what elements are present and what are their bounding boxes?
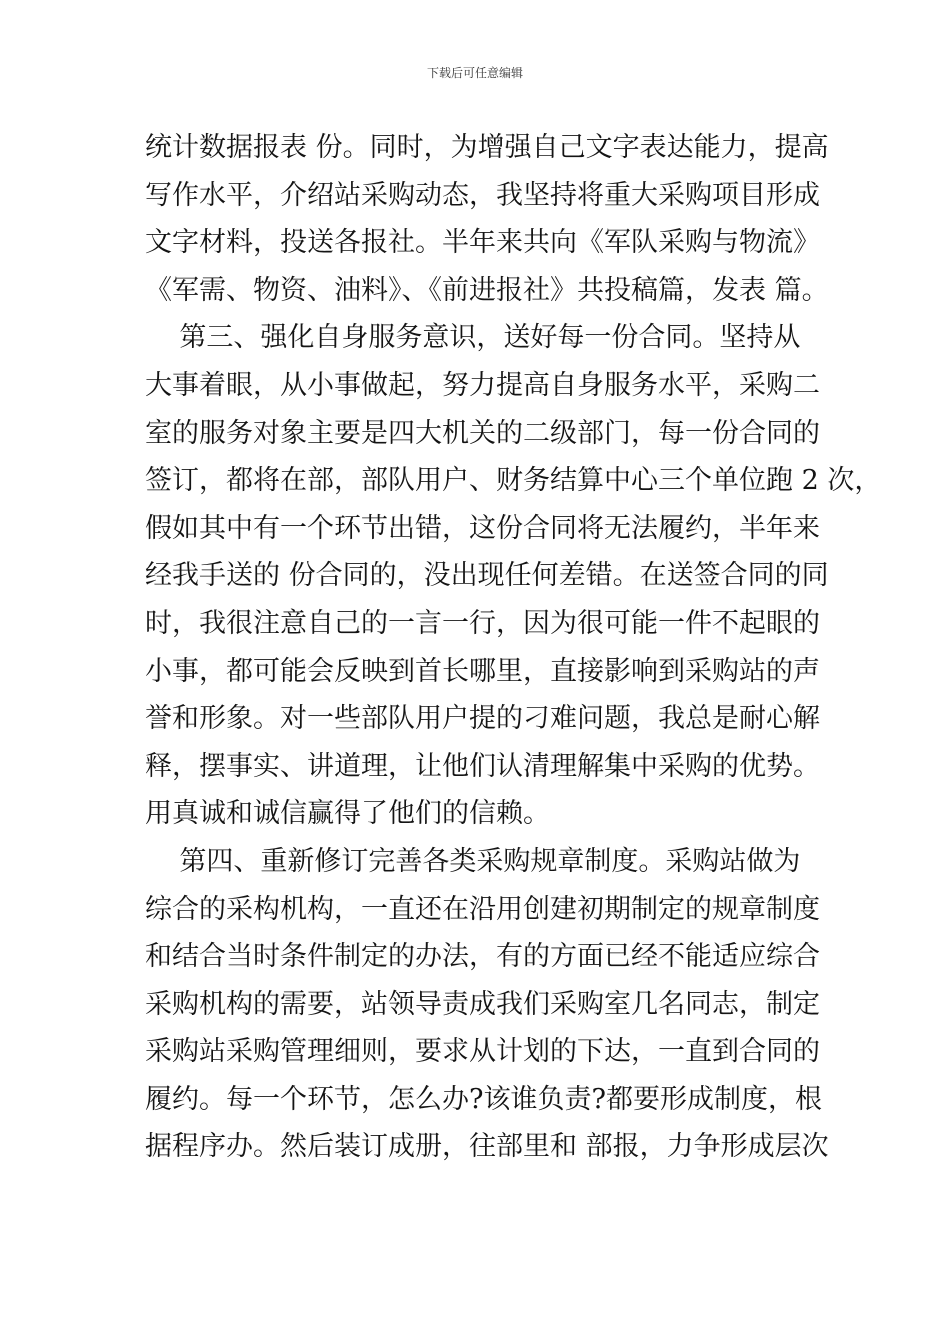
text-line: 誉和形象。对一些部队用户提的刁难问题，我总是耐心解 (145, 703, 820, 735)
text-line: 统计数据报表 份。同时，为增强自己文字表达能力，提高 (145, 132, 829, 163)
text-line: 履约。每一个环节，怎么办?该谁负责?都要形成制度，根 (145, 1083, 822, 1115)
text-line: 签订，都将在部，部队用户、财务结算中心三个单位跑 2 次， (145, 465, 882, 497)
text-line: 假如其中有一个环节出错，这份合同将无法履约，半年来 (145, 512, 820, 544)
page-header: 下载后可任意编辑 (426, 66, 523, 80)
text-line: 《军需、物资、油料》、《前进报社》共投稿篇，发表 篇。 (145, 274, 829, 306)
text-line: 写作水平，介绍站采购动态，我坚持将重大采购项目形成 (145, 179, 820, 211)
text-line: 用真诚和诚信赢得了他们的信赖。 (145, 798, 550, 830)
text-line: 经我手送的 份合同的，没出现任何差错。在送签合同的同 (145, 560, 829, 592)
paragraph-start-line: 第四、重新修订完善各类采购规章制度。采购站做为 (145, 845, 801, 877)
text-line: 大事着眼，从小事做起，努力提高自身服务水平，采购二 (145, 369, 820, 401)
text-line: 采购站采购管理细则，要求从计划的下达，一直到合同的 (145, 1036, 820, 1068)
text-line: 据程序办。然后装订成册，往部里和 部报，力争形成层次 (145, 1131, 829, 1163)
text-line: 小事，都可能会反映到首长哪里，直接影响到采购站的声 (145, 655, 820, 687)
text-line: 综合的采构机构，一直还在沿用创建初期制定的规章制度 (145, 893, 820, 925)
document-body (145, 124, 882, 1171)
paragraph-start-line: 第三、强化自身服务意识，送好每一份合同。坚持从 (145, 322, 801, 354)
text-line: 采购机构的需要，站领导责成我们采购室几名同志，制定 (145, 988, 820, 1020)
text-line: 释，摆事实、讲道理，让他们认清理解集中采购的优势。 (145, 750, 820, 782)
text-line: 时，我很注意自己的一言一行，因为很可能一件不起眼的 (145, 607, 820, 639)
text-line: 室的服务对象主要是四大机关的二级部门，每一份合同的 (145, 417, 820, 449)
text-line: 和结合当时条件制定的办法，有的方面已经不能适应综合 (145, 941, 820, 973)
text-line: 文字材料，投送各报社。半年来共向《军队采购与物流》 (145, 227, 820, 259)
